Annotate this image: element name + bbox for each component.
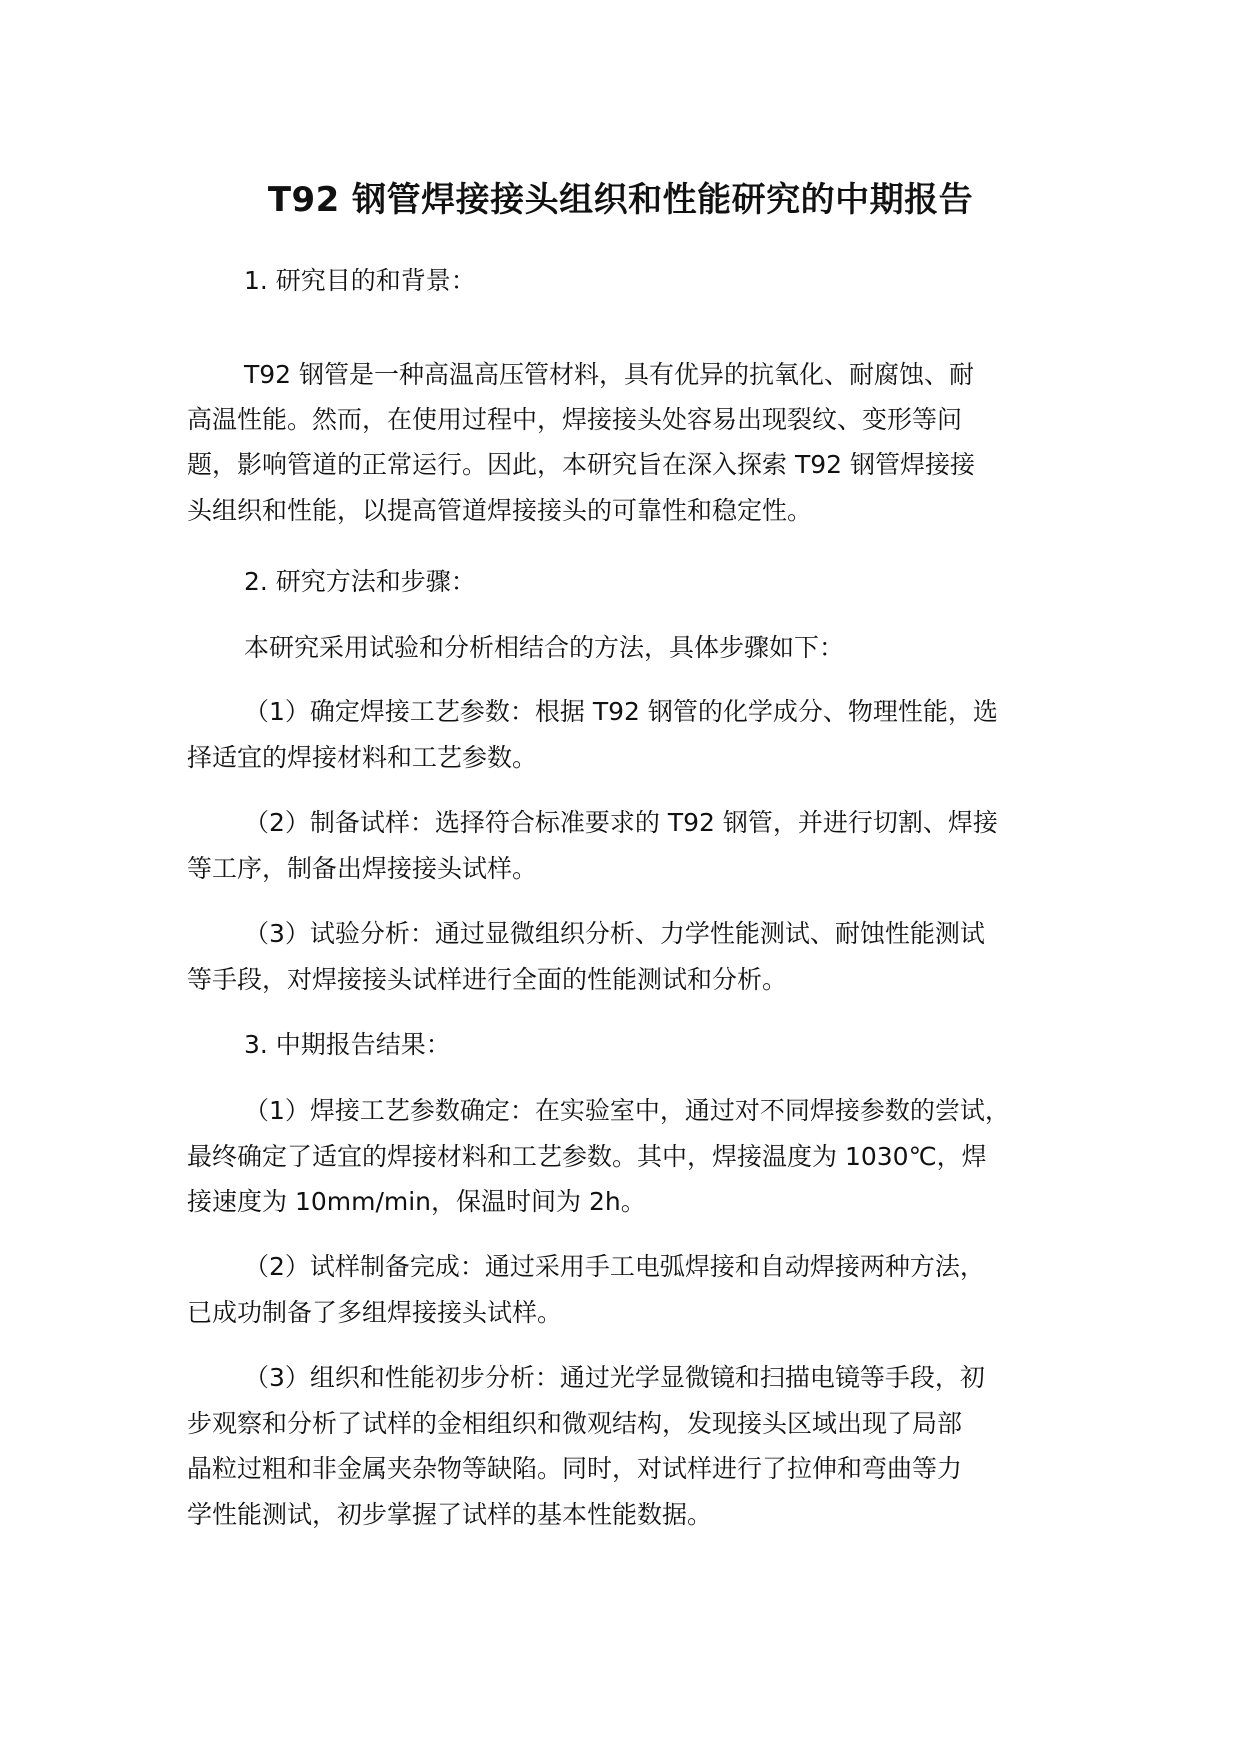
step-line: 等工序，制备出焊接接头试样。	[187, 854, 538, 883]
paragraph-line: 头组织和性能，以提高管道焊接接头的可靠性和稳定性。	[187, 496, 813, 525]
section-heading-3: 3. 中期报告结果：	[244, 1030, 451, 1059]
paragraph-line: 题，影响管道的正常运行。因此，本研究旨在深入探索 T92 钢管焊接接	[187, 450, 975, 479]
result-line: 步观察和分析了试样的金相组织和微观结构，发现接头区域出现了局部	[187, 1409, 963, 1438]
step-line: （2）制备试样：选择符合标准要求的 T92 钢管，并进行切割、焊接	[244, 808, 998, 837]
paragraph-line: 高温性能。然而，在使用过程中，焊接接头处容易出现裂纹、变形等问	[187, 405, 963, 434]
section-heading-1: 1. 研究目的和背景：	[244, 266, 476, 295]
step-line: 等手段，对焊接接头试样进行全面的性能测试和分析。	[187, 965, 788, 994]
result-line: （2）试样制备完成：通过采用手工电弧焊接和自动焊接两种方法，	[244, 1252, 985, 1281]
result-line: 接速度为 10mm/min，保温时间为 2h。	[187, 1187, 646, 1216]
result-line: 学性能测试，初步掌握了试样的基本性能数据。	[187, 1500, 713, 1529]
paragraph-line: 本研究采用试验和分析相结合的方法，具体步骤如下：	[244, 633, 845, 662]
step-line: （1）确定焊接工艺参数：根据 T92 钢管的化学成分、物理性能，选	[244, 697, 998, 726]
result-line: （3）组织和性能初步分析：通过光学显微镜和扫描电镜等手段，初	[244, 1363, 985, 1392]
document-title: T92 钢管焊接接头组织和性能研究的中期报告	[267, 180, 974, 220]
result-line: 最终确定了适宜的焊接材料和工艺参数。其中，焊接温度为 1030℃，焊	[187, 1142, 987, 1171]
result-line: （1）焊接工艺参数确定：在实验室中，通过对不同焊接参数的尝试，	[244, 1096, 1010, 1125]
step-line: 择适宜的焊接材料和工艺参数。	[187, 743, 538, 772]
result-line: 已成功制备了多组焊接接头试样。	[187, 1298, 563, 1327]
paragraph-line: T92 钢管是一种高温高压管材料，具有优异的抗氧化、耐腐蚀、耐	[244, 360, 975, 389]
result-line: 晶粒过粗和非金属夹杂物等缺陷。同时，对试样进行了拉伸和弯曲等力	[187, 1454, 963, 1483]
section-heading-2: 2. 研究方法和步骤：	[244, 567, 476, 596]
step-line: （3）试验分析：通过显微组织分析、力学性能测试、耐蚀性能测试	[244, 919, 985, 948]
